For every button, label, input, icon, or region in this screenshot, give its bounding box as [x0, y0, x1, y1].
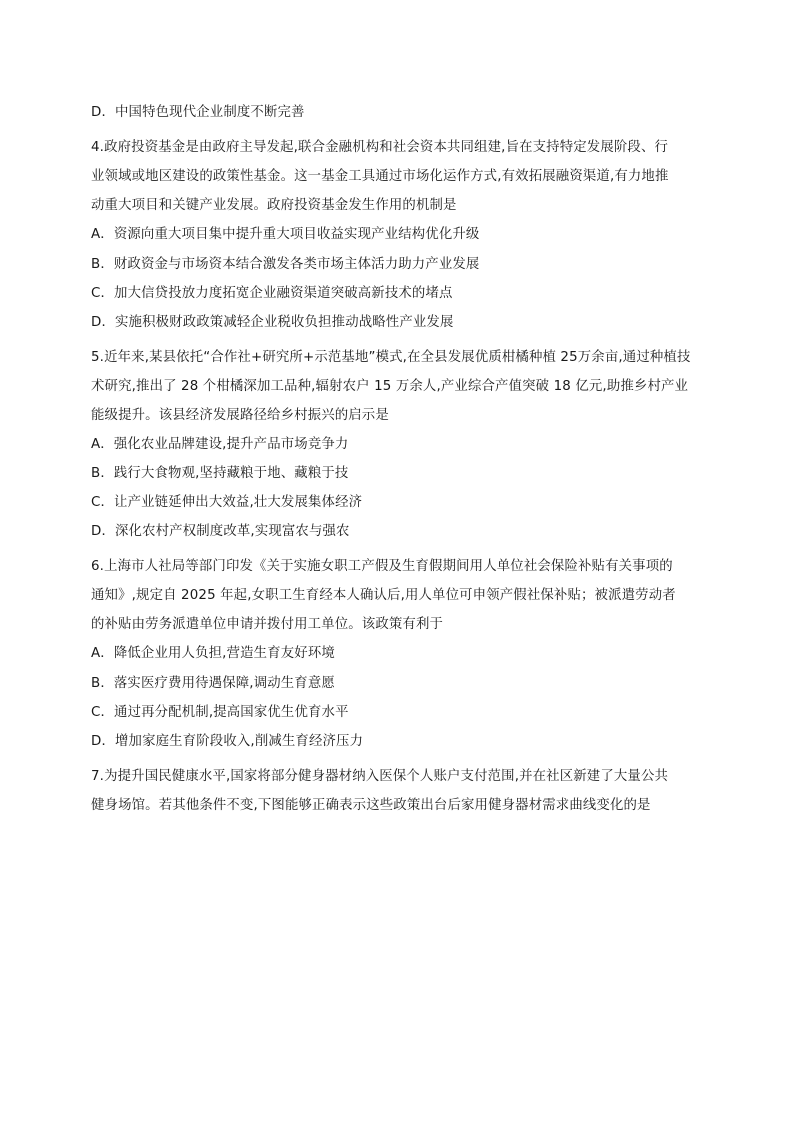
- q5-stem-line-2: 术研究,推出了 28 个柑橘深加工品种,辐射农户 15 万余人,产业综合产值突破 18 亿元,助推乡村产业: [91, 379, 689, 394]
- q6-option-a: A．降低企业用人负担,营造生育友好环境: [91, 646, 335, 661]
- q5-option-b: B．践行大食物观,坚持藏粮于地、藏粮于技: [91, 466, 349, 481]
- q5-option-d: D．深化农村产权制度改革,实现富农与强农: [91, 524, 350, 539]
- q6-stem-line-2: 通知》,规定自 2025 年起,女职工生育经本人确认后,用人单位可申领产假社保补贴；被派遣劳动者: [91, 588, 676, 603]
- q7-stem-line-1: 7.为提升国民健康水平,国家将部分健身器材纳入医保个人账户支付范围,并在社区新建了大量公共: [91, 769, 669, 784]
- q5-stem-line-3: 能级提升。该县经济发展路径给乡村振兴的启示是: [91, 408, 389, 423]
- q6-option-d: D．增加家庭生育阶段收入,削减生育经济压力: [91, 734, 364, 749]
- q6-option-c: C．通过再分配机制,提高国家优生优育水平: [91, 705, 349, 720]
- q6-option-b: B．落实医疗费用待遇保障,调动生育意愿: [91, 676, 335, 691]
- q4-stem-line-3: 动重大项目和关键产业发展。政府投资基金发生作用的机制是: [91, 198, 457, 213]
- q6-stem-line-3: 的补贴由劳务派遣单位申请并拨付用工单位。该政策有利于: [91, 617, 444, 632]
- q5-option-a: A．强化农业品牌建设,提升产品市场竞争力: [91, 437, 349, 452]
- q7-stem-line-2: 健身场馆。若其他条件不变,下图能够正确表示这些政策出台后家用健身器材需求曲线变化的是: [91, 798, 651, 813]
- q4-stem-line-1: 4.政府投资基金是由政府主导发起,联合金融机构和社会资本共同组建,旨在支持特定发展阶段、行: [91, 140, 669, 155]
- q4-option-a: A．资源向重大项目集中提升重大项目收益实现产业结构优化升级: [91, 227, 480, 242]
- q6-stem-line-1: 6.上海市人社局等部门印发《关于实施女职工产假及生育假期间用人单位社会保险补贴有关事项的: [91, 559, 673, 574]
- q4-option-d: D．实施积极财政政策减轻企业税收负担推动战略性产业发展: [91, 315, 454, 330]
- q3-option-d: D．中国特色现代企业制度不断完善: [91, 105, 305, 120]
- q4-option-b: B．财政资金与市场资本结合激发各类市场主体活力助力产业发展: [91, 257, 480, 272]
- q4-option-c: C．加大信贷投放力度拓宽企业融资渠道突破高新技术的堵点: [91, 286, 453, 301]
- q5-option-c: C．让产业链延伸出大效益,壮大发展集体经济: [91, 495, 363, 510]
- q5-stem-line-1: 5.近年来,某县依托“合作社+研究所+示范基地”模式,在全县发展优质柑橘种植 25万余亩,通过种植技: [91, 350, 691, 365]
- q4-stem-line-2: 业领域或地区建设的政策性基金。这一基金工具通过市场化运作方式,有效拓展融资渠道,有力地推: [91, 169, 669, 184]
